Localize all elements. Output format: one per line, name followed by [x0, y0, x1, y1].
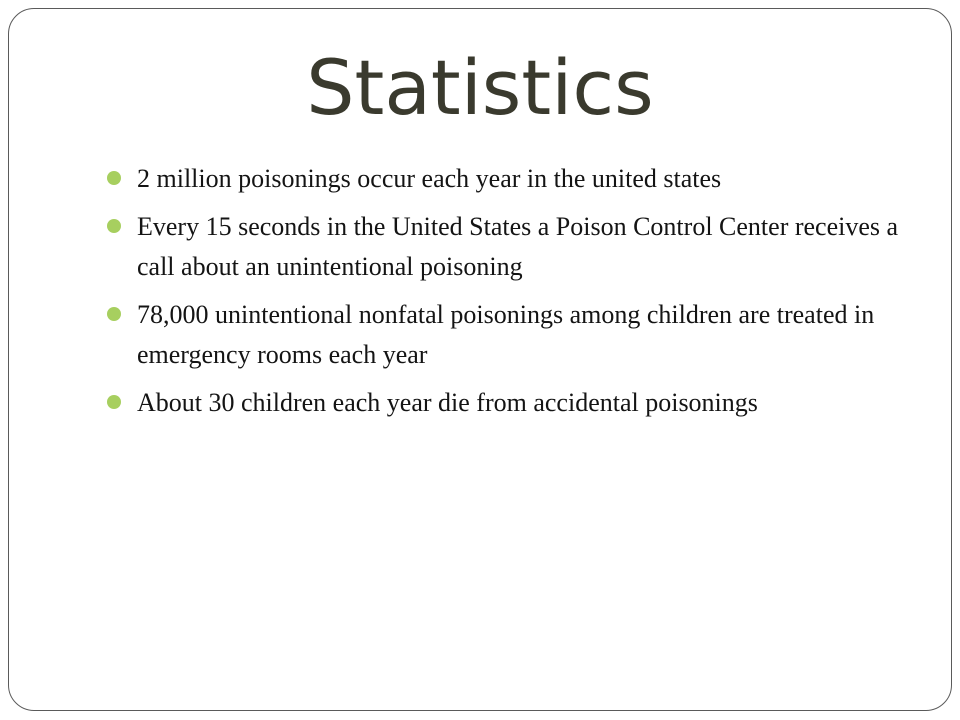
bullet-dot-icon — [107, 171, 121, 185]
bullet-item — [107, 295, 907, 375]
bullet-list — [107, 159, 907, 431]
bullet-item — [107, 159, 907, 199]
bullet-text: 2 million poisonings occur each year in the united states — [137, 164, 722, 193]
bullet-dot-icon — [107, 307, 121, 321]
bullet-text: Every 15 seconds in the United States a Poison Control Center receives a call about an unintentional poisoning — [137, 212, 899, 281]
bullet-dot-icon — [107, 395, 121, 409]
bullet-text: 78,000 unintentional nonfatal poisonings among children are treated in emergency rooms each year — [137, 300, 875, 369]
bullet-dot-icon — [107, 219, 121, 233]
bullet-item — [107, 207, 907, 287]
slide-title: Statistics — [306, 43, 654, 132]
bullet-item — [107, 383, 907, 423]
bullet-text: About 30 children each year die from accidental poisonings — [137, 388, 758, 417]
